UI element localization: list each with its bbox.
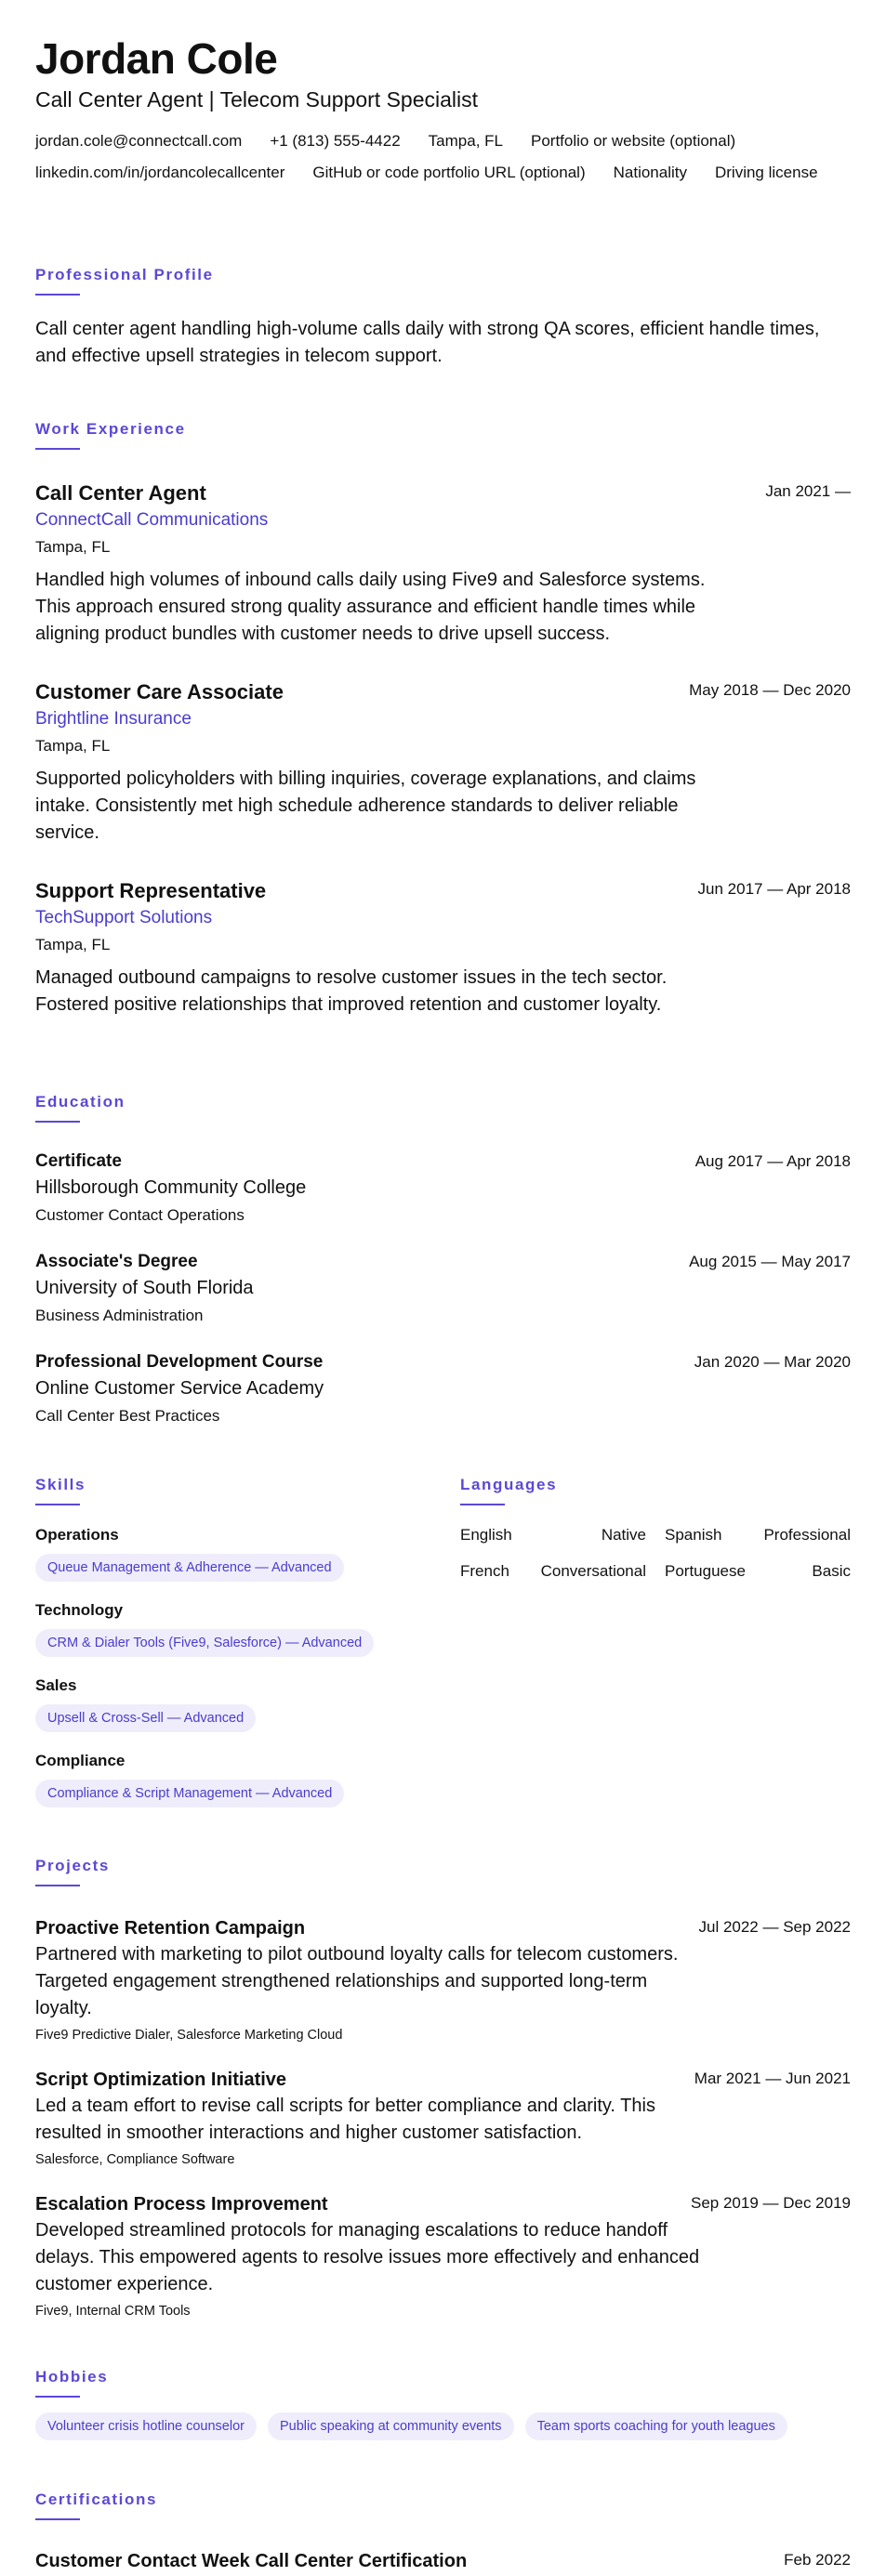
project-description: Led a team effort to revise call scripts for better compliance and clarity. This resulted in smoother interactions and higher customer satisfaction. xyxy=(35,2096,655,2143)
skill-tag: Queue Management & Adherence — Advanced xyxy=(35,1554,344,1582)
language-level: Basic xyxy=(812,1562,851,1580)
skill-group-name: Compliance xyxy=(35,1752,126,1769)
job-location: Tampa, FL xyxy=(35,538,111,556)
education-school: Online Customer Service Academy xyxy=(35,1378,324,1399)
skills-list xyxy=(35,1524,426,1825)
hobby-tag: Public speaking at community events xyxy=(268,2412,514,2440)
contact-phone[interactable]: +1 (813) 555-4422 xyxy=(270,132,401,150)
section-rule xyxy=(35,2518,80,2520)
section-rule xyxy=(35,1121,80,1123)
section-rule xyxy=(35,1504,80,1505)
language-name: Portuguese xyxy=(665,1562,746,1580)
languages-list xyxy=(460,1524,851,1583)
skill-tag: Compliance & Script Management — Advanced xyxy=(35,1780,344,1807)
job-dates: Jan 2021 — xyxy=(765,482,851,500)
language-level: Native xyxy=(601,1526,646,1544)
section-rule xyxy=(35,294,80,296)
job-entry xyxy=(35,678,851,847)
education-entry xyxy=(35,1150,851,1228)
candidate-headline: Call Center Agent | Telecom Support Specialist xyxy=(35,87,479,112)
project-entry xyxy=(35,1915,851,2045)
section-rule xyxy=(35,448,80,450)
section-title-experience: Work Experience xyxy=(35,420,186,438)
language-item xyxy=(460,1524,646,1546)
section-title-skills: Skills xyxy=(35,1476,86,1493)
education-field: Customer Contact Operations xyxy=(35,1206,245,1224)
certification-date: Feb 2022 xyxy=(784,2551,851,2569)
education-field: Business Administration xyxy=(35,1307,204,1324)
skill-group-name: Technology xyxy=(35,1601,124,1619)
profile-summary: Call center agent handling high-volume calls daily with strong QA scores, efficient handle times, and effective upsell strategies in telecom support. xyxy=(35,319,820,366)
hobby-tag: Volunteer crisis hotline counselor xyxy=(35,2412,257,2440)
education-school: University of South Florida xyxy=(35,1278,254,1298)
hobbies-list xyxy=(35,2412,787,2440)
skill-group-name: Sales xyxy=(35,1676,77,1694)
skill-group xyxy=(35,1675,426,1732)
project-dates: Sep 2019 — Dec 2019 xyxy=(690,2194,851,2212)
project-title: Script Optimization Initiative xyxy=(35,2070,287,2090)
contact-info xyxy=(35,130,853,184)
contact-github[interactable]: GitHub or code portfolio URL (optional) xyxy=(312,164,586,181)
language-item xyxy=(665,1560,851,1583)
language-item xyxy=(665,1524,851,1546)
section-rule xyxy=(460,1504,505,1505)
education-entry xyxy=(35,1250,851,1328)
contact-nationality: Nationality xyxy=(613,164,687,181)
skill-group xyxy=(35,1750,426,1807)
job-description: Managed outbound campaigns to resolve customer issues in the tech sector. Fostered positive relationships that improved retention and customer loyalty. xyxy=(35,967,668,1015)
job-location: Tampa, FL xyxy=(35,737,111,755)
education-entry xyxy=(35,1350,851,1428)
job-entry xyxy=(35,877,851,1019)
job-dates: Jun 2017 — Apr 2018 xyxy=(697,880,851,898)
skill-tag: Upsell & Cross-Sell — Advanced xyxy=(35,1704,256,1732)
certification-title: Customer Contact Week Call Center Certification xyxy=(35,2551,468,2571)
job-title: Customer Care Associate xyxy=(35,680,284,703)
skill-group xyxy=(35,1524,426,1582)
job-title: Support Representative xyxy=(35,879,267,902)
project-entry xyxy=(35,2191,851,2321)
education-degree: Certificate xyxy=(35,1151,122,1171)
job-description: Handled high volumes of inbound calls daily using Five9 and Salesforce systems. This approach ensured strong quality assurance and efficient handle times while aligning product bundles with customer needs to drive upsell success. xyxy=(35,570,706,644)
section-title-languages: Languages xyxy=(460,1476,558,1493)
job-entry xyxy=(35,480,851,648)
project-dates: Jul 2022 — Sep 2022 xyxy=(698,1918,851,1936)
job-company: Brightline Insurance xyxy=(35,709,192,729)
project-entry xyxy=(35,2067,851,2170)
certification-entry xyxy=(35,2548,851,2574)
education-dates: Aug 2015 — May 2017 xyxy=(689,1253,851,1270)
candidate-name: Jordan Cole xyxy=(35,34,278,83)
section-title-projects: Projects xyxy=(35,1857,110,1874)
language-level: Professional xyxy=(763,1526,851,1544)
language-name: French xyxy=(460,1562,509,1580)
contact-email[interactable]: jordan.cole@connectcall.com xyxy=(35,132,243,150)
education-degree: Professional Development Course xyxy=(35,1352,324,1372)
contact-location: Tampa, FL xyxy=(428,132,503,150)
education-school: Hillsborough Community College xyxy=(35,1177,307,1198)
contact-linkedin[interactable]: linkedin.com/in/jordancolecallcenter xyxy=(35,164,285,181)
language-name: Spanish xyxy=(665,1526,722,1544)
job-company: TechSupport Solutions xyxy=(35,908,213,927)
skill-tag: CRM & Dialer Tools (Five9, Salesforce) — Advanced xyxy=(35,1629,374,1657)
project-description: Partnered with marketing to pilot outbound loyalty calls for telecom customers. Targeted engagement strengthened relationships and supported long-term loyalty. xyxy=(35,1944,679,2018)
section-rule xyxy=(35,1885,80,1886)
project-description: Developed streamlined protocols for managing escalations to reduce handoff delays. This empowered agents to resolve issues more effectively and enhanced customer experience. xyxy=(35,2220,700,2294)
section-title-profile: Professional Profile xyxy=(35,266,214,283)
contact-driving-license: Driving license xyxy=(714,164,818,181)
job-description: Supported policyholders with billing inquiries, coverage explanations, and claims intake. Consistently met high schedule adherence standards to deliver reliable service. xyxy=(35,769,696,843)
section-title-education: Education xyxy=(35,1093,126,1111)
project-tools: Salesforce, Compliance Software xyxy=(35,2152,235,2167)
section-title-hobbies: Hobbies xyxy=(35,2368,109,2385)
job-company: ConnectCall Communications xyxy=(35,510,269,530)
education-dates: Jan 2020 — Mar 2020 xyxy=(694,1353,851,1371)
project-title: Escalation Process Improvement xyxy=(35,2194,328,2215)
section-title-certifications: Certifications xyxy=(35,2491,158,2508)
section-rule xyxy=(35,2396,80,2398)
contact-portfolio[interactable]: Portfolio or website (optional) xyxy=(530,132,736,150)
project-tools: Five9 Predictive Dialer, Salesforce Marketing Cloud xyxy=(35,2028,343,2043)
language-level: Conversational xyxy=(540,1562,646,1580)
job-dates: May 2018 — Dec 2020 xyxy=(689,681,851,699)
project-title: Proactive Retention Campaign xyxy=(35,1918,306,1939)
education-field: Call Center Best Practices xyxy=(35,1407,220,1425)
project-tools: Five9, Internal CRM Tools xyxy=(35,2304,191,2319)
job-title: Call Center Agent xyxy=(35,481,206,505)
job-location: Tampa, FL xyxy=(35,936,111,953)
skill-group-name: Operations xyxy=(35,1526,119,1544)
project-dates: Mar 2021 — Jun 2021 xyxy=(694,2070,851,2087)
education-degree: Associate's Degree xyxy=(35,1252,198,1271)
language-item xyxy=(460,1560,646,1583)
hobby-tag: Team sports coaching for youth leagues xyxy=(525,2412,787,2440)
education-dates: Aug 2017 — Apr 2018 xyxy=(694,1152,851,1170)
language-name: English xyxy=(460,1526,512,1544)
skill-group xyxy=(35,1599,426,1657)
